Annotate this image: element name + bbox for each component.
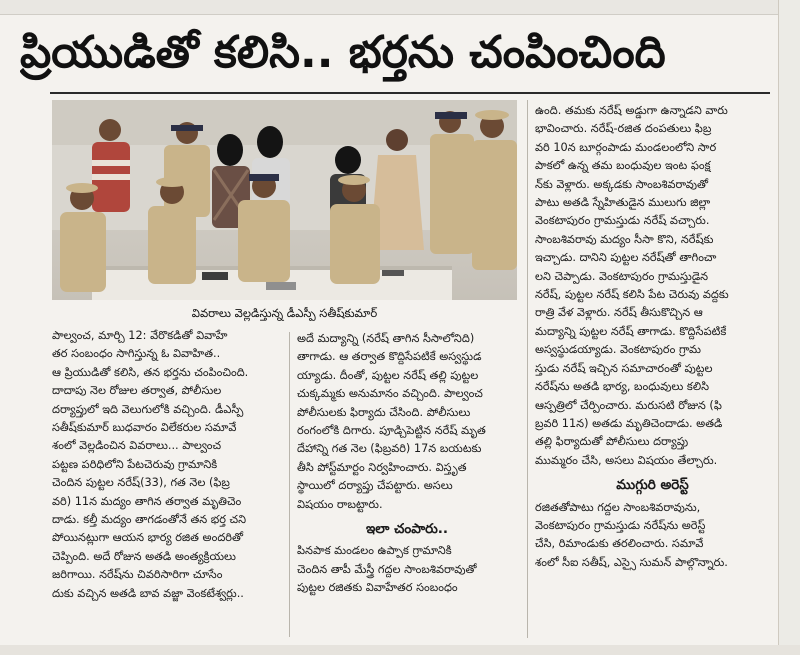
article-line: తల్లి ఫిర్యాదుతో పోలీసులు దర్యాప్తు (535, 435, 689, 449)
photo-caption: వివరాలు వెల్లడిస్తున్న డీఎస్పీ సతీష్‌కుమార్ (191, 306, 378, 320)
article-line: శంలో సీఐ సతీష్, ఎస్సై సుమన్ పాల్గొన్నారు. (535, 555, 728, 569)
subheading: ఇలా చంపారు.. (365, 521, 449, 538)
article-line: రజితతోపాటు గద్దల సాంబశివరావును, (535, 500, 701, 514)
article-line: వరి 10న బూర్గంపాడు మండలంలోని సార (535, 140, 717, 154)
article-line: పినపాక మండలం ఉప్పాక గ్రామానికి (297, 544, 452, 558)
next-article-strip (0, 645, 800, 655)
article-column-3 (535, 102, 770, 572)
headline-rule (50, 92, 770, 94)
article-line: రంగంలోకి దిగారు. పూడ్చిపెట్టిన నరేష్ మృత (297, 424, 486, 438)
article-line: చేసి, రిమాండుకు తరలించారు. సమావే (535, 537, 704, 551)
article-line: పాల్వంచ, మార్చి 12: వేరొకడితో వివాహే (52, 329, 228, 342)
article-line: విషయం రాబట్టారు. (297, 497, 383, 511)
article-line: రాత్రి వేళ వెళ్లారు. నరేష్ తీసుకొచ్చిన ఆ (535, 306, 703, 320)
article-line: చుక్కమ్మకు అనుమానం వచ్చింది. పాల్వంచ (297, 387, 483, 401)
news-photo (52, 100, 517, 300)
article-line: సతీష్‌కుమార్ బుధవారం విలేకరుల సమావే (52, 421, 237, 435)
article-line: ఆస్పత్రిలో చేర్పించారు. మరుసటి రోజున (ఫి (535, 398, 722, 412)
article-line: వెంకటాపురం గ్రామస్తుడు నరేష్ వచ్చారు. (535, 214, 710, 228)
article-line: తీసి పోస్ట్‌మార్టం నిర్వహించారు. విస్తృత (297, 460, 467, 474)
article-line: తర సంబంధం సాగిస్తున్న ఓ వివాహిత.. (52, 347, 221, 361)
subheading: ముగ్గురి అరెస్ట్ (616, 477, 689, 494)
article-line: దుకు వచ్చిన అతడి బావ వజ్జా వెంకటేశ్వర్లు.. (52, 586, 244, 600)
photo-illustration (52, 100, 517, 300)
article-line: పోయినట్లుగా ఆయన భార్య రజిత అందరితో (52, 531, 244, 545)
article-line: ఉంది. తమకు నరేష్ అడ్డుగా ఉన్నాడని వారు (535, 104, 728, 117)
article-line: పాటు అతడి స్నేహితుడైన ములుగు జిల్లా (535, 196, 711, 210)
article-line: జరిగాయి. నరేష్‌ను చివరిసారిగా చూసేం (52, 568, 223, 582)
article-line: నరేష్‌ను అతడి భార్య, బంధువులు కలిసి (535, 380, 710, 394)
article-line: భావించారు. నరేష్-రజిత దంపతులు ఫిబ్ర (535, 122, 712, 136)
article-line: దాదాపు నెల రోజుల తర్వాత, పోలీసుల (52, 384, 222, 398)
article-line: వరి) 11న మద్యం తాగిన తర్వాత మృతిచెం (52, 494, 242, 508)
adjacent-article-edge (778, 0, 800, 655)
column-divider (527, 100, 528, 638)
article-line: ఇచ్చాడు. దానిని పుట్టల నరేష్‌తో తాగించా (535, 251, 717, 265)
article-line: సాంబశివరావు మద్యం సీసా కొని, నరేష్‌కు (535, 232, 714, 246)
article-line: స్తుడు నరేష్ ఇచ్చిన సమాచారంతో పుట్టల (535, 361, 713, 375)
article-line: దేహాన్ని గత నెల (ఫిబ్రవరి) 17న బయటకు (297, 442, 482, 456)
article-line: వెంకటాపురం గ్రామస్తుడు నరేష్‌ను అరెస్ట్ (535, 518, 706, 532)
previous-article-strip (0, 0, 800, 15)
article-line: య్యాడు. దీంతో, పుట్టల నరేష్ తల్లి పుట్టల (297, 368, 479, 382)
article-line: నరేష్, పుట్టల నరేష్ కలిసి పేట చెరువు వద్దకు (535, 288, 729, 302)
article-line: బ్రవరి 11న) అతడు మృతిచెందాడు. అతడి (535, 416, 723, 430)
article-line: ఆ ప్రియుడితో కలిసి, తన భర్తను చంపించింది. (52, 365, 249, 379)
article-line: పట్టణ పరిధిలోని పేటచెరువు గ్రామానికి (52, 457, 218, 471)
article-line: తాగాడు. ఆ తర్వాత కొద్దిసేపటికే అస్వస్థుడ (297, 350, 482, 364)
article-line: అదే మద్యాన్ని (నరేష్ తాగిన సీసాలోనిది) (297, 332, 475, 345)
article-line: స్థాయిలో దర్యాప్తు చేపట్టారు. అసలు (297, 479, 453, 493)
article-line: లని చెప్పాడు. వెంకటాపురం గ్రామస్తుడైన (535, 269, 709, 283)
article-line: పోలీసులకు ఫిర్యాదు చేసింది. పోలీసులు (297, 405, 471, 419)
column-divider (289, 332, 290, 637)
article-line: చెందిన పుట్టల నరేష్(33), గత నెల (ఫిబ్ర (52, 476, 230, 490)
article-line: శంలో వెల్లడించిన వివరాలు... పాల్వంచ (52, 439, 222, 453)
article-line: న్‌కు వెళ్లారు. అక్కడకు సాంబశివరావుతో (535, 177, 709, 191)
headline: ప్రియుడితో కలిసి.. భర్తను చంపించింది (20, 27, 666, 78)
article-line: అస్వస్థుడయ్యాడు. వెంకటాపురం గ్రామ (535, 343, 701, 357)
article-line: ముమ్మరం చేసి, అసలు విషయం తేల్చారు. (535, 453, 718, 467)
article-line: దాడు. కల్తీ మద్యం తాగడంతోనే తన భర్త చని (52, 513, 247, 527)
article-line: చెప్పింది. అదే రోజున అతడి అంత్యక్రియలు (52, 549, 236, 563)
article-column-1 (52, 327, 282, 603)
article-column-2 (297, 330, 517, 598)
article-line: పాకలో ఉన్న తమ బంధువుల ఇంట ఫంక్ష (535, 159, 711, 173)
article-line: పుట్టల రజితకు వివాహేతర సంబంధం (297, 581, 458, 595)
article-line: చెందిన తాపీ మేస్త్రీ గద్దల సాంబశివరావుతో (297, 562, 477, 576)
article-line: మద్యాన్ని పుట్టల నరేష్ తాగాడు. కొద్దిసేపటికే (535, 324, 727, 338)
article-line: దర్యాప్తులో ఇది వెలుగులోకి వచ్చింది. డీఎస్పీ (52, 402, 244, 416)
